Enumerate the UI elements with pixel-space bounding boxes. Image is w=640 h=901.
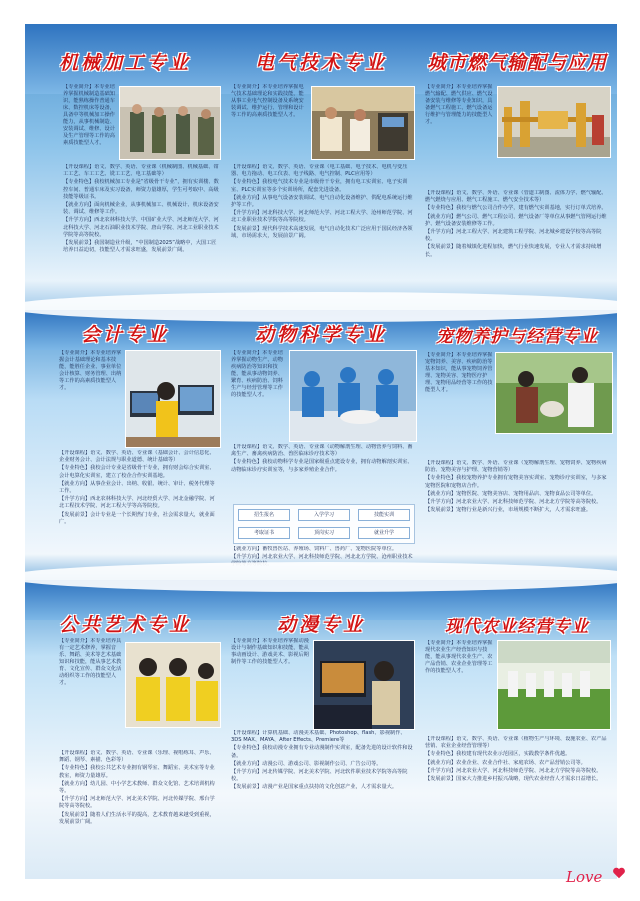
major-details bbox=[231, 730, 413, 876]
major-photo bbox=[495, 352, 613, 434]
detail-further-study: 【升学方向】河北师范大学、河北美术学院、河北传媒学院、邢台学院等高等院校。 bbox=[59, 796, 215, 810]
detail-features: 【专业特色】我校动漫专业拥有专业动漫制作实训室，配备先进的设计软件和设备。 bbox=[231, 745, 413, 759]
major-photo bbox=[313, 640, 415, 730]
detail-prospects: 【发展前景】现代科学技术高速发展，电气自动化技术广泛应用于国民经济各领域，市场需求大，发展前景广阔。 bbox=[231, 225, 413, 239]
detail-prospects: 【发展前景】我国制造业升级，“中国制造2025”战略中，大国工匠培养日益迫切，技能型人才需求旺盛，发展前景广阔。 bbox=[63, 240, 217, 254]
detail-further-study: 【升学方向】河北农业大学、河北科技师范学院、河北北方学院、沧州职业技术 bbox=[231, 554, 413, 561]
detail-features: 【专业特色】我校机械加工专业是“省级骨干专业”，拥有实训楼、数控车间、普通车床及实习设备，师资力量雄厚，学生可考取中、高级技能等级证书。 bbox=[63, 179, 219, 200]
major-intro: 【专业简介】本专业培养掌握宠物饲养、美容、疾病防治等基本知识，能从事宠物饲养管理、宠物美容、宠物医疗护理、宠物用品经营等工作的技能型人才。 bbox=[425, 352, 493, 393]
flow-step: 技能实训 bbox=[358, 509, 410, 521]
row-3 bbox=[25, 580, 617, 879]
major-intro: 【专业简介】本专业培养掌握电气技术基础理论和实践技能，能从事工业电气控制设备及系统安装调试、维护运行、管理和设计等工作的高素质技能型人才。 bbox=[231, 84, 304, 118]
gas-equipment-photo bbox=[498, 87, 610, 157]
major-photo bbox=[125, 350, 221, 448]
major-photo bbox=[289, 350, 417, 442]
detail-prospects: 【发展前景】随着人们生活水平的提高，艺术教育越来越受到重视，发展前景广阔。 bbox=[59, 811, 215, 825]
detail-features: 【专业特色】我校与燃气公司合作办学，建有燃气实训基地，实行订单式培养。 bbox=[425, 205, 607, 212]
detail-features: 【专业特色】我校宠物养护专业拥有宠物美容实训室、宠物诊疗实训室，与多家宠物医院和宠物店合作。 bbox=[425, 475, 607, 489]
major-title: 动漫专业 bbox=[276, 614, 365, 636]
detail-courses: 【开设课程】语文、数学、英语、专业课（机械制图、机械基础、钳工工艺、车工工艺、铣工工艺、电工基础等） bbox=[63, 164, 219, 178]
heart-icon bbox=[612, 866, 626, 880]
detail-prospects: 【发展前景】宠物行业是新兴行业，市场规模不断扩大，人才需求旺盛。 bbox=[425, 507, 592, 514]
major-city-gas bbox=[421, 24, 613, 310]
detail-further-study: 【升学方向】西北农林科技大学、中国矿业大学、河北师范大学、河北科技大学、河北石油职业技术学院、唐山学院、河北工业职业技术学院等高等院校。 bbox=[63, 217, 219, 238]
detail-courses: 【开设课程】计算机基础、动漫美术基础、Photoshop、flash、影视制作、3DS MAX、MAYA、After Effects、Premiere等 bbox=[231, 730, 406, 744]
major-title: 动物科学专业 bbox=[254, 324, 387, 346]
detail-further-study: 【升学方向】西北农林科技大学、河北经贸大学、河北金融学院、河北工程技术学院、河北工程大学等高等院校。 bbox=[59, 496, 215, 510]
detail-prospects: 【发展前景】会计专业是一个长期热门专业，社会需求量大，就业面广。 bbox=[59, 511, 215, 525]
major-intro: 【专业简介】本专业培养掌握会计基础理论和基本技能，能胜任企业、事业单位会计核算、财务管理、出纳等工作的高素质技能型人才。 bbox=[59, 350, 122, 391]
major-photo bbox=[125, 642, 221, 728]
major-intro: 【专业简介】本专业培养掌握现代农业生产经营知识与技能，能从事现代农业生产、农产品营销、农业企业管理等工作的技能型人才。 bbox=[425, 640, 493, 674]
flow-step: 顶岗实习 bbox=[298, 527, 350, 539]
major-title: 电气技术专业 bbox=[254, 52, 387, 74]
detail-employment: 【就业方向】燃气公司、燃气工程公司、燃气设备厂等单位从事燃气管网运行维护、燃气设备安装维修等工作。 bbox=[425, 213, 607, 227]
major-intro: 【专业简介】本专业培养掌握动物生产、动物疾病防治等知识和技能，能从事动物饲养、繁育、疾病防治、饲料生产与经营管理等工作的技能型人才。 bbox=[231, 350, 283, 398]
electrical-lab-photo bbox=[312, 87, 414, 159]
detail-prospects: 【发展前景】动漫产业是国家重点扶持的文化创意产业，人才需求量大。 bbox=[231, 784, 398, 791]
major-animal-science bbox=[225, 310, 417, 580]
major-public-art bbox=[29, 580, 221, 879]
major-details bbox=[59, 450, 219, 576]
detail-courses: 【开设课程】语文、数学、英语、专业课（植物生产与环境、设施农业、农产品营销、农业企业经营管理等） bbox=[425, 736, 607, 750]
detail-features: 【专业特色】我校公共艺术专业拥有钢琴室、舞蹈室、美术室等专业教室，师资力量雄厚。 bbox=[59, 765, 215, 779]
detail-employment: 【就业方向】面向机械企业，从事机械加工、机械设计、机床设备安装、调试、维修等工作。 bbox=[63, 202, 219, 216]
detail-employment: 【就业方向】从事企业会计、出纳、收银、统计、审计、税务代理等工作。 bbox=[59, 480, 215, 495]
major-intro: 【专业简介】本专业培养具有一定艺术修养，掌握音乐、舞蹈、美术等艺术基础知识和技能，能从事艺术教育、文化宣传、群众文化活动组织等工作的技能型人才。 bbox=[59, 638, 122, 686]
major-details bbox=[63, 164, 219, 304]
detail-courses: 【开设课程】语文、数学、外语、专业课（宠物解剖生理、宠物饲养、宠物疾病防治、宠物美容与护理、宠物营销等） bbox=[425, 460, 607, 474]
major-intro: 【专业简介】本专业培养掌握机械制造基础知识，能熟练操作普通车床、数控机床等设备，具备中等机械加工操作能力，从事机械制造、安装调试、维修、设计及生产管理等工作的高素质技能型人才。 bbox=[63, 84, 115, 146]
love-watermark: Love bbox=[566, 868, 603, 886]
flow-step: 招生报名 bbox=[238, 509, 290, 521]
detail-features: 【专业特色】我校动物科学专业是国家级重点建设专业，拥有动物解剖实训室、动物临床诊疗实训室等，与多家养殖企业合作。 bbox=[231, 459, 413, 473]
major-details bbox=[425, 460, 611, 576]
detail-employment: 【就业方向】农业企业、农业合作社、家庭农场、农产品营销公司等。 bbox=[425, 759, 586, 766]
row-2 bbox=[25, 310, 617, 580]
detail-further-study: 【升学方向】河北农业大学、河北科技师范学院、河北北方学院等高等院校。 bbox=[425, 499, 602, 506]
major-details bbox=[425, 190, 609, 304]
brochure-sheet bbox=[25, 24, 617, 879]
flow-step: 入学学习 bbox=[298, 509, 350, 521]
detail-further-study: 【升学方向】河北工程大学、河北建筑工程学院、河北城乡建设学校等高等院校。 bbox=[425, 229, 602, 243]
major-pet-care bbox=[421, 310, 613, 580]
greenhouse-photo bbox=[498, 641, 610, 729]
detail-courses: 【开设课程】语文、数学、英语、专业课（动物解剖生理、动物营养与饲料、畜禽生产、畜禽疾病防治、兽医临床诊疗技术等） bbox=[231, 444, 413, 458]
major-title: 公共艺术专业 bbox=[58, 614, 191, 636]
detail-courses: 【开设课程】语文、数学、英语、专业课（电工基础、电子技术、电机与变压器、电力拖动、电工仪表、电子线路、电气控制、PLC应用等） bbox=[231, 164, 408, 178]
art-students-photo bbox=[126, 643, 220, 727]
major-mechanical bbox=[29, 24, 221, 310]
detail-employment: 【就业方向】幼儿园、中小学艺术教师、群众文化馆、艺术培训机构等。 bbox=[59, 780, 215, 795]
detail-further-study: 【升学方向】河北传媒学院、河北美术学院、河北软件职业技术学院等高等院校。 bbox=[231, 769, 408, 783]
detail-employment: 【就业方向】畜牧兽医站、养殖场、饲料厂、兽药厂、宠物医院等单位。 bbox=[231, 546, 398, 552]
flow-step: 考取证书 bbox=[238, 527, 290, 539]
major-details bbox=[231, 444, 415, 502]
major-details bbox=[231, 164, 413, 304]
students-uniform-photo bbox=[120, 87, 220, 159]
detail-features: 【专业特色】我校电气技术专业是市级骨干专业，拥有电工实训室、电子实训室、PLC实训室等多个实训场所，配套先进设备。 bbox=[231, 179, 408, 193]
animal-lab-photo bbox=[290, 351, 416, 441]
accounting-classroom-photo bbox=[126, 351, 220, 447]
major-intro: 【专业简介】本专业培养掌握燃气输配、燃气供应、燃气设备安装与维修等专业知识，具备燃气工程施工、燃气设备运行维护与管理能力的技能型人才。 bbox=[425, 84, 493, 125]
major-photo bbox=[497, 640, 611, 730]
row-1 bbox=[25, 24, 617, 310]
major-title: 城市燃气输配与应用 bbox=[426, 52, 607, 74]
major-accounting bbox=[29, 310, 221, 580]
major-intro: 【专业简介】本专业培养掌握动漫设计与制作基础知识和技能，能从事动画设计、游戏美术、影视后期制作等工作的技能型人才。 bbox=[231, 638, 309, 665]
detail-further-study: 【升学方向】河北农业大学、河北科技师范学院、河北北方学院等高等院校。 bbox=[425, 767, 602, 774]
major-details bbox=[59, 750, 219, 876]
detail-features: 【专业特色】我校建有现代农业示范园区，实践教学条件优越。 bbox=[425, 751, 571, 758]
detail-prospects: 【发展前景】国家大力推进乡村振兴战略，现代农业经营人才需求日益增长。 bbox=[425, 776, 602, 783]
detail-employment: 【就业方向】宠物医院、宠物美容店、宠物用品店、宠物食品公司等单位。 bbox=[425, 490, 597, 497]
major-electrical bbox=[225, 24, 417, 310]
major-title: 机械加工专业 bbox=[58, 52, 191, 74]
detail-courses: 【开设课程】语文、数学、英语、专业课（基础会计、会计信息化、企业财务会计、会计法规与职业道德、统计基础等） bbox=[59, 450, 215, 464]
detail-courses: 【开设课程】语文、数学、外语、专业课（管道工制图、流体力学、燃气输配、燃气燃烧与应用、燃气工程施工、燃气安全技术等） bbox=[425, 190, 607, 204]
detail-prospects: 【发展前景】随着城镇化进程加快，燃气行业快速发展，专业人才需求持续增长。 bbox=[425, 244, 602, 258]
major-details bbox=[425, 736, 609, 876]
major-animation bbox=[225, 580, 417, 879]
detail-further-study: 【升学方向】河北科技大学、河北师范大学、河北工程大学、沧州师范学院、河北工业职业技术学院等高等院校。 bbox=[231, 210, 413, 224]
detail-employment: 【就业方向】动漫公司、游戏公司、影视制作公司、广告公司等。 bbox=[231, 760, 382, 767]
training-flow-chart bbox=[233, 504, 415, 544]
major-photo bbox=[119, 86, 221, 160]
major-title: 会计专业 bbox=[80, 324, 169, 346]
detail-courses: 【开设课程】语文、数学、英语、专业课（乐理、视唱练耳、声乐、舞蹈、钢琴、素描、色彩等） bbox=[59, 750, 215, 764]
major-photo bbox=[311, 86, 415, 160]
flow-step: 就业升学 bbox=[358, 527, 410, 539]
animation-computer-photo bbox=[314, 641, 414, 729]
pet-care-photo bbox=[496, 353, 612, 433]
major-modern-agriculture bbox=[421, 580, 613, 879]
detail-employment: 【就业方向】从事电气设备安装调试、电气自动化设备维护、供配电系统运行维护等工作。 bbox=[231, 194, 413, 209]
detail-features: 【专业特色】我校会计专业是省级骨干专业，拥有财会综合实训室、会计电算化实训室，建立了校企合作实训基地。 bbox=[59, 465, 215, 479]
major-title: 现代农业经营专业 bbox=[445, 617, 589, 637]
major-photo bbox=[497, 86, 611, 158]
major-title: 宠物养护与经营专业 bbox=[436, 327, 598, 347]
